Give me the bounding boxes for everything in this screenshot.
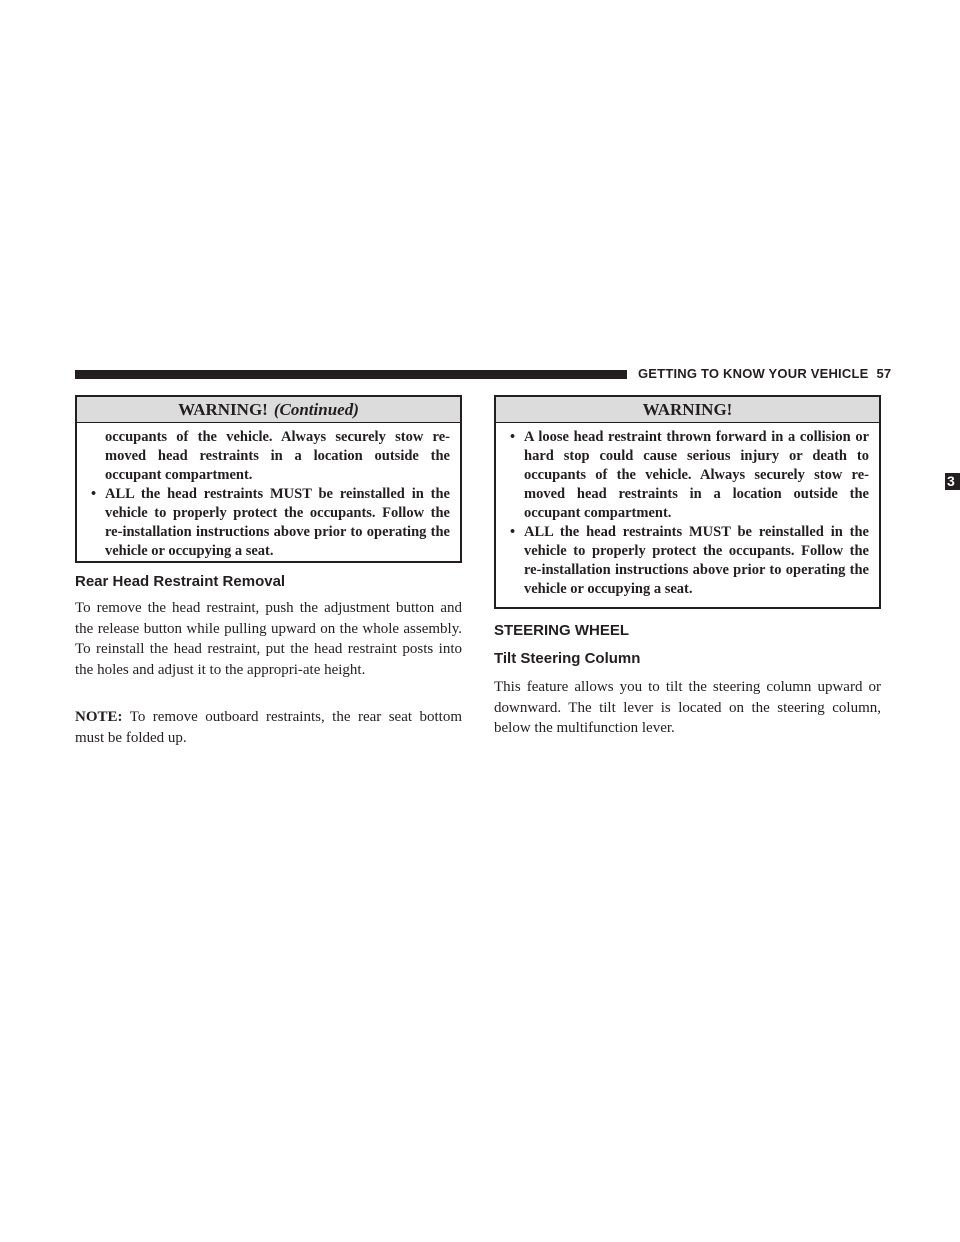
- tilt-paragraph: This feature allows you to tilt the steering column upward or downward. The tilt lever is located on the steering column, below the multifunction lever.: [494, 679, 881, 736]
- warning-bullet-text: A loose head restraint thrown forward in a collision or hard stop could cause serious injury or death to occupants of the vehicle. Always securely stow re-moved head restraints in a location outside the occupant compartment.: [524, 429, 869, 521]
- bullet-icon: •: [510, 524, 516, 540]
- section-title: GETTING TO KNOW YOUR VEHICLE: [638, 366, 869, 381]
- note-paragraph: [75, 707, 462, 748]
- warning-header: [496, 397, 879, 423]
- warning-continued-text: occupants of the vehicle. Always securely stow re-moved head restraints in a location outside the occupant compartment.: [105, 429, 450, 483]
- section-heading-steering-wheel: STEERING WHEEL: [494, 622, 630, 639]
- warning-box: [494, 395, 881, 609]
- bullet-icon: •: [510, 429, 516, 445]
- bullet-icon: •: [91, 486, 97, 502]
- running-header: [638, 366, 891, 381]
- removal-paragraph: To remove the head restraint, push the adjustment button and the release button while pulling upward on the whole assembly. To reinstall the head restraint, put the head restraint posts into the holes and adjust it to the appropri-ate height.: [75, 600, 462, 678]
- warning-box-continued: [75, 395, 462, 563]
- note-text: To remove outboard restraints, the rear seat bottom must be folded up.: [75, 709, 462, 746]
- page-number: 57: [876, 366, 892, 381]
- warning-body: [77, 423, 460, 570]
- warning-bullet: [91, 485, 450, 561]
- warning-bullet-text: ALL the head restraints MUST be reinstalled in the vehicle to properly protect the occupants. Follow the re-installation instructions above prior to operating the vehicle or occupying a seat.: [524, 524, 869, 597]
- warning-continued-label: (Continued): [273, 400, 359, 419]
- warning-bullet-text: ALL the head restraints MUST be reinstalled in the vehicle to properly protect the occupants. Follow the re-installation instructions above prior to operating the vehicle or occupying a seat.: [105, 486, 450, 559]
- warning-header: [77, 397, 460, 423]
- warning-body: [496, 423, 879, 608]
- subheading-rear-head-restraint-removal: Rear Head Restraint Removal: [75, 573, 286, 590]
- chapter-number: 3: [947, 473, 955, 489]
- warning-bullet: [510, 523, 869, 599]
- warning-bullet: [510, 428, 869, 523]
- header-rule: [75, 370, 627, 379]
- warning-title: WARNING!: [178, 400, 268, 419]
- note-label: NOTE:: [75, 709, 123, 725]
- warning-title: WARNING!: [642, 400, 733, 419]
- subheading-tilt-steering-column: Tilt Steering Column: [494, 650, 641, 667]
- chapter-tab: [945, 473, 960, 490]
